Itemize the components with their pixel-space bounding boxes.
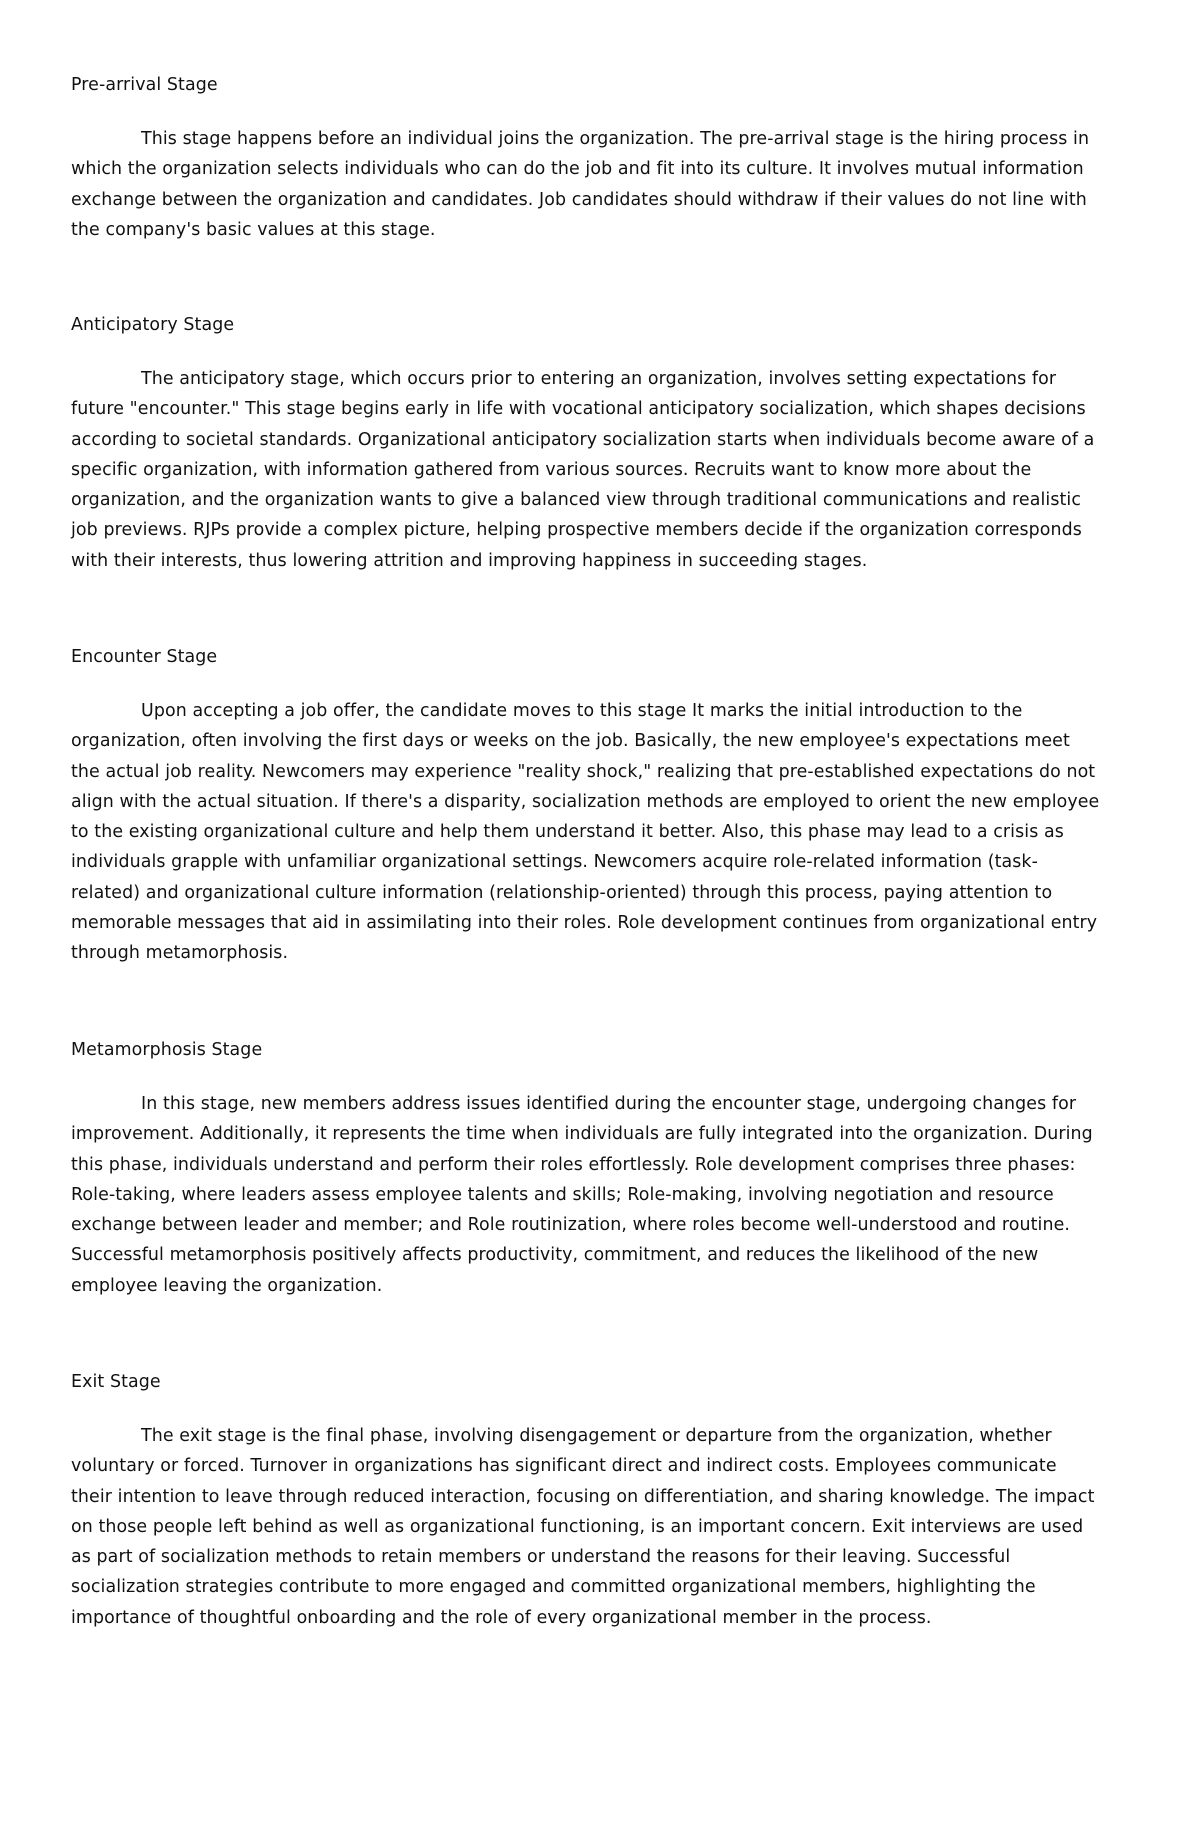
section-anticipatory bbox=[71, 313, 1101, 576]
section-pre-arrival bbox=[71, 73, 1101, 245]
section-paragraph: Upon accepting a job offer, the candidate moves to this stage It marks the initial introduction to the organization, often involving the first days or weeks on the job. Basically, the new employee's expectations meet the actual job reality. Newcomers may experience "reality shock," realizing that pre-established expectations do not align with the actual situation. If there's a disparity, socialization methods are employed to orient the new employee to the existing organizational culture and help them understand it better. Also, this phase may lead to a crisis as individuals grapple with unfamiliar organizational settings. Newcomers acquire role-related information (task-related) and organizational culture information (relationship-oriented) through this process, paying attention to memorable messages that aid in assimilating into their roles. Role development continues from organizational entry through metamorphosis. bbox=[71, 701, 1100, 964]
section-heading: Exit Stage bbox=[71, 1372, 161, 1392]
section-heading: Encounter Stage bbox=[71, 647, 218, 667]
section-heading: Anticipatory Stage bbox=[71, 315, 235, 335]
section-metamorphosis bbox=[71, 1038, 1101, 1301]
section-paragraph: In this stage, new members address issues identified during the encounter stage, undergoing changes for improvement. Additionally, it represents the time when individuals are fully integrated into the organization. During this phase, individuals understand and perform their roles effortlessly. Role development comprises three phases: Role-taking, where leaders assess employee talents and skills; Role-making, involving negotiation and resource exchange between leader and member; and Role routinization, where roles become well-understood and routine. Successful metamorphosis positively affects productivity, commitment, and reduces the likelihood of the new employee leaving the organization. bbox=[71, 1094, 1093, 1296]
section-encounter bbox=[71, 645, 1101, 969]
section-exit bbox=[71, 1370, 1101, 1633]
section-heading: Metamorphosis Stage bbox=[71, 1040, 263, 1060]
section-paragraph: The anticipatory stage, which occurs prior to entering an organization, involves setting expectations for future "encounter." This stage begins early in life with vocational anticipatory socialization, which shapes decisions according to societal standards. Organizational anticipatory socialization starts when individuals become aware of a specific organization, with information gathered from various sources. Recruits want to know more about the organization, and the organization wants to give a balanced view through traditional communications and realistic job previews. RJPs provide a complex picture, helping prospective members decide if the organization corresponds with their interests, thus lowering attrition and improving happiness in succeeding stages. bbox=[71, 369, 1095, 571]
section-paragraph: This stage happens before an individual joins the organization. The pre-arrival stage is the hiring process in which the organization selects individuals who can do the job and fit into its culture. It involves mutual information exchange between the organization and candidates. Job candidates should withdraw if their values do not line with the company's basic values at this stage. bbox=[71, 129, 1090, 240]
section-heading: Pre-arrival Stage bbox=[71, 75, 218, 95]
section-paragraph: The exit stage is the final phase, involving disengagement or departure from the organization, whether voluntary or forced. Turnover in organizations has significant direct and indirect costs. Employees communicate their intention to leave through reduced interaction, focusing on differentiation, and sharing knowledge. The impact on those people left behind as well as organizational functioning, is an important concern. Exit interviews are used as part of socialization methods to retain members or understand the reasons for their leaving. Successful socialization strategies contribute to more engaged and committed organizational members, highlighting the importance of thoughtful onboarding and the role of every organizational member in the process. bbox=[71, 1426, 1095, 1628]
